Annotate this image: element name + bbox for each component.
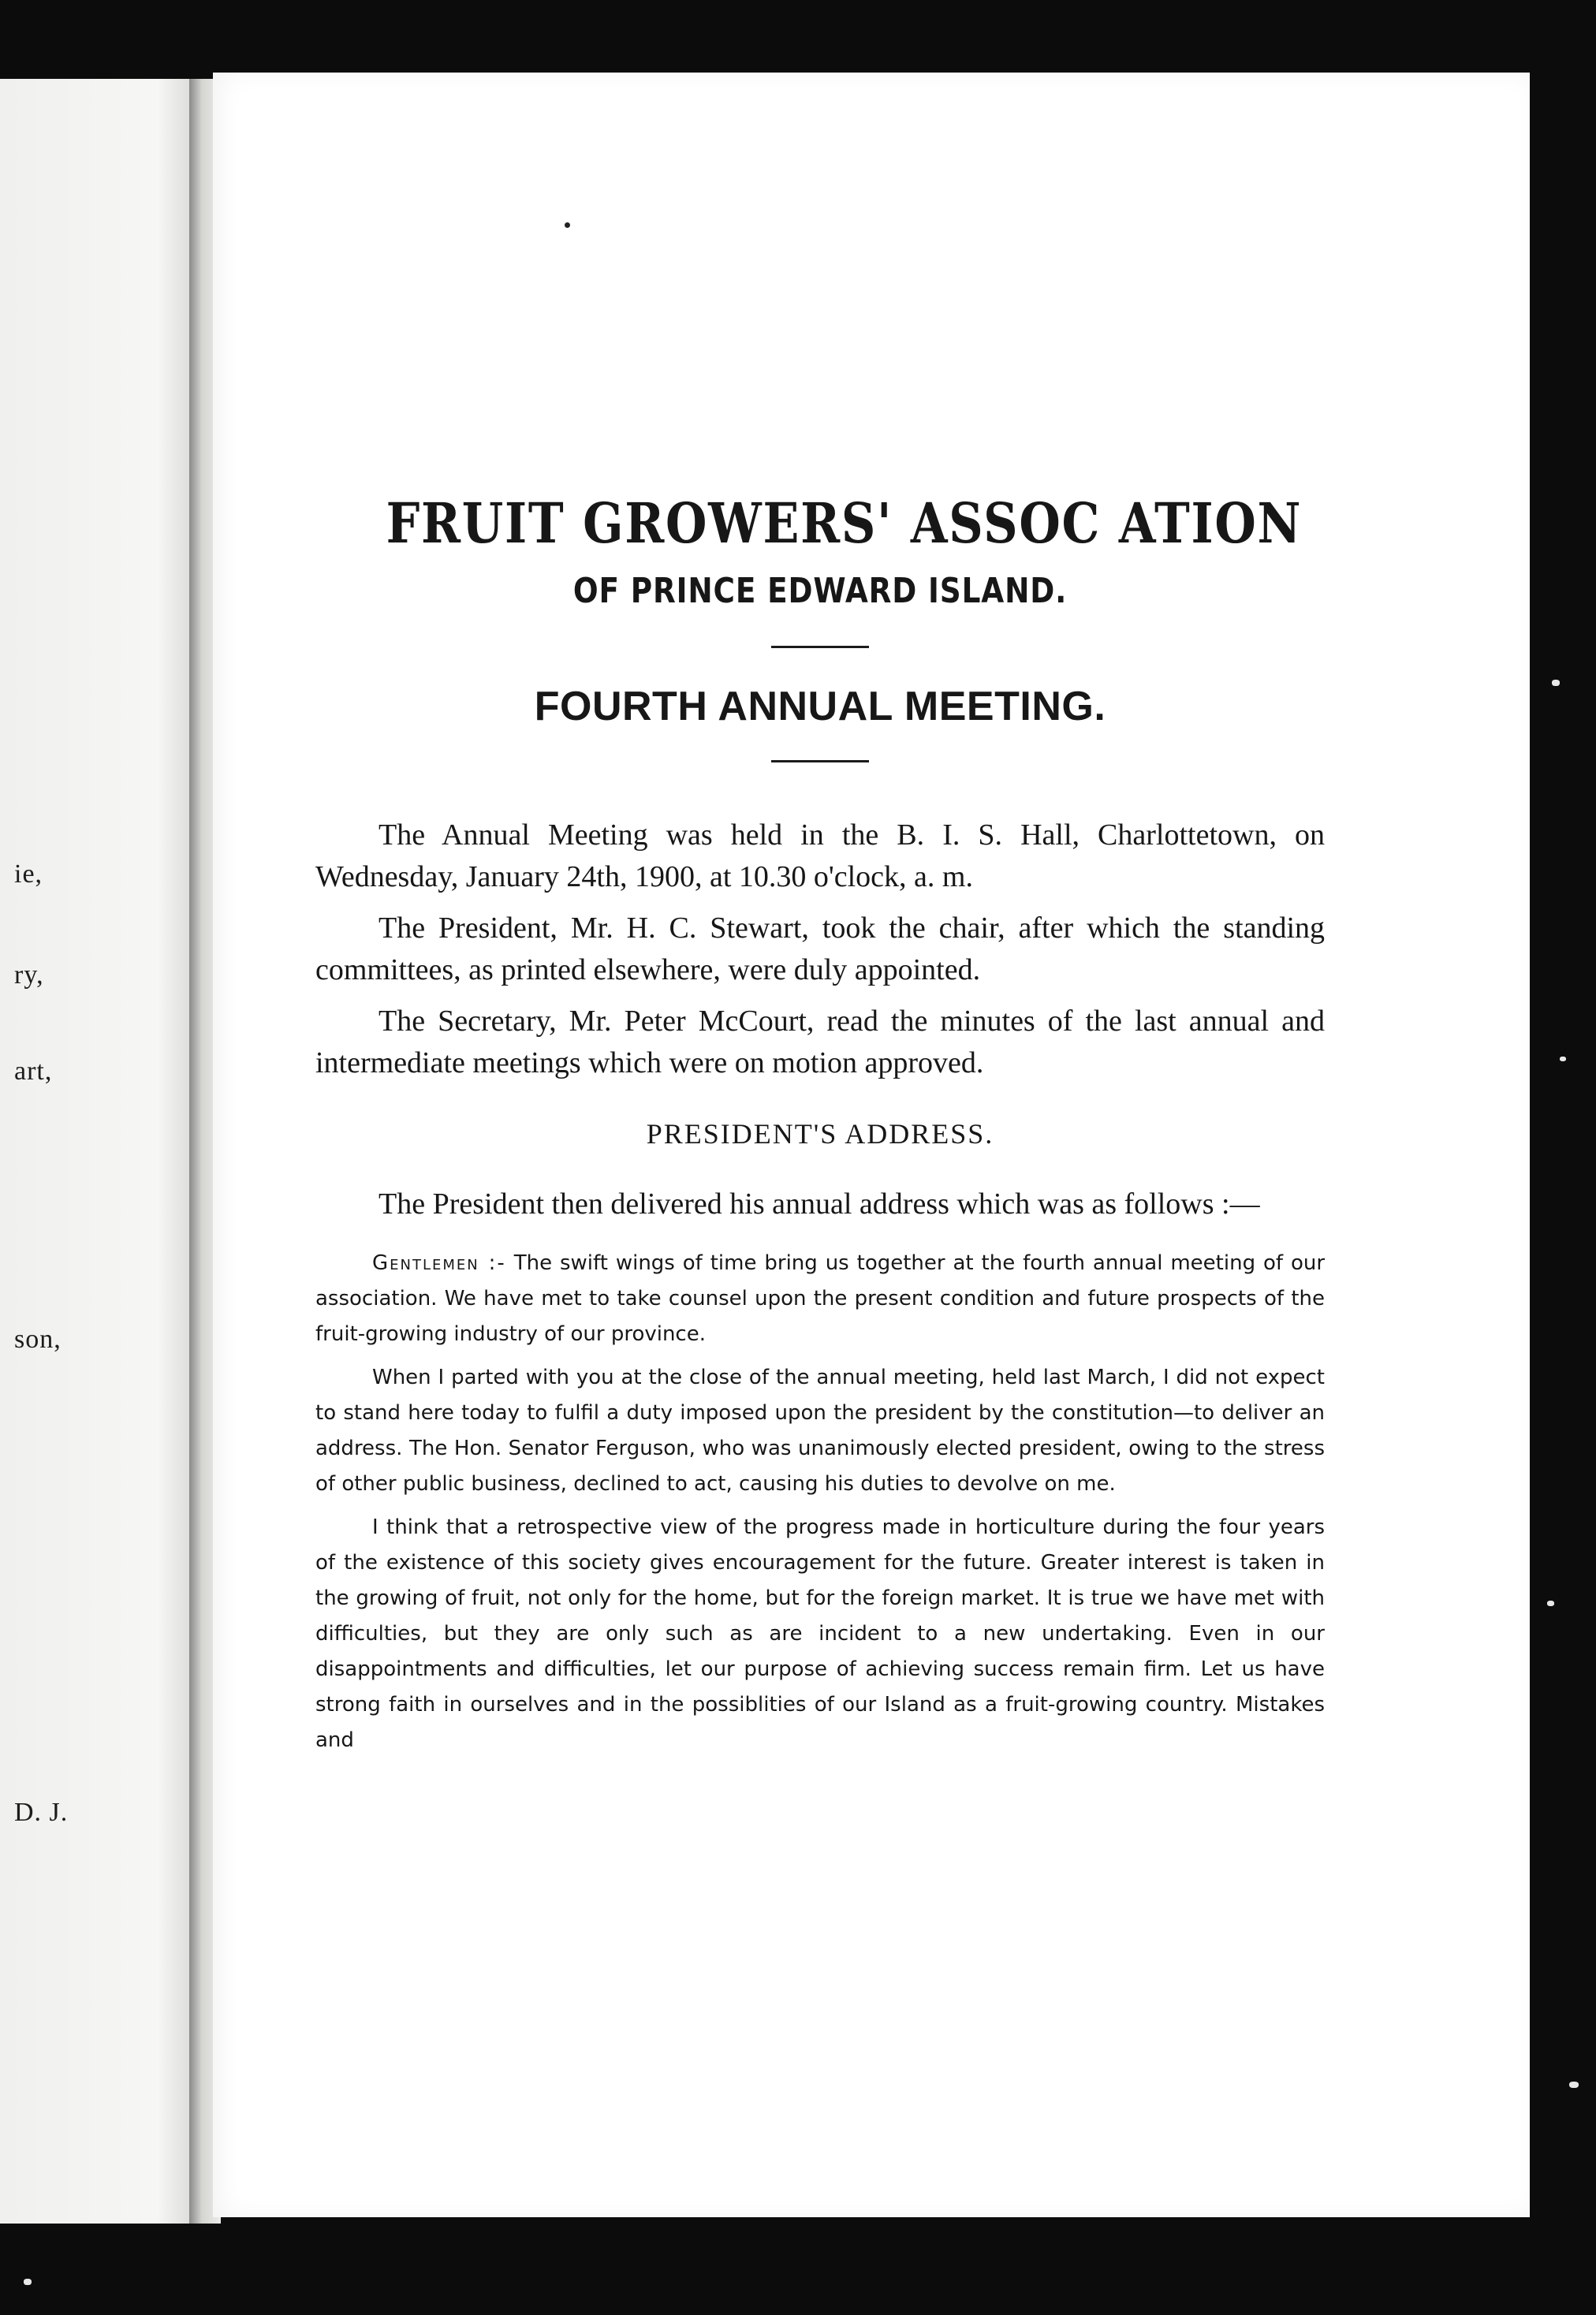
address-paragraph xyxy=(315,1246,1325,1352)
left-page-fragment: son, xyxy=(14,1325,62,1354)
ink-speck xyxy=(565,222,570,228)
address-paragraph: I think that a retrospective view of the progress made in horticulture during the four years of the existence of this society gives encouragement for the future. Greater interest is taken in the growing of fruit, not only for the home, but for the foreign market. It is true we have met with difficulties, but they are only such as are incident to a new undertaking. Even in our disappointments and difficulties, let our purpose of achieving success remain firm. Let us have strong faith in ourselves and in the possiblities of our Island as a fruit-growing country. Mistakes and xyxy=(315,1515,1325,1752)
meeting-minutes xyxy=(315,815,1325,1084)
association-subtitle: OF PRINCE EDWARD ISLAND. xyxy=(572,571,1068,611)
scan-speck xyxy=(24,2279,32,2285)
scan-speck xyxy=(1552,680,1560,686)
presidents-address xyxy=(315,1246,1325,1758)
divider-rule xyxy=(771,646,869,648)
salutation: Gentlemen :- xyxy=(372,1251,506,1275)
minutes-paragraph: The Secretary, Mr. Peter McCourt, read the minutes of the last annual and intermediate meetings which were on motion approved. xyxy=(315,1005,1325,1079)
address-lead: The President then delivered his annual address which was as follows :— xyxy=(378,1187,1260,1221)
scan-speck xyxy=(1569,2082,1579,2088)
minutes-paragraph: The Annual Meeting was held in the B. I. S. Hall, Charlottetown, on Wednesday, January 24th, 1900, at 10.30 o'clock, a. m. xyxy=(315,818,1325,893)
left-page xyxy=(0,79,199,2224)
meeting-heading: FOURTH ANNUAL MEETING. xyxy=(534,684,1106,729)
left-page-fragment: D. J. xyxy=(14,1798,69,1827)
left-page-surface xyxy=(0,79,197,2224)
scan-speck xyxy=(1547,1601,1554,1606)
left-page-fragment: ie, xyxy=(14,859,43,889)
scan-speck xyxy=(1560,1057,1566,1061)
address-text: The swift wings of time bring us together at the fourth annual meeting of our association. We have met to take counsel upon the present condition and future prospects of the fruit-growing industry of our province. xyxy=(315,1251,1326,1346)
section-heading: PRESIDENT'S ADDRESS. xyxy=(646,1118,994,1150)
address-paragraph: When I parted with you at the close of the annual meeting, held last March, I did not expect to stand here today to fulfil a duty imposed upon the president by the constitution—to deliver an address. The Hon. Senator Ferguson, who was unanimously elected president, owing to the stress of other public business, declined to act, causing his duties to devolve on me. xyxy=(315,1366,1325,1496)
divider-rule xyxy=(771,760,869,762)
minutes-paragraph: The President, Mr. H. C. Stewart, took the chair, after which the standing committees, as printed elsewhere, were duly appointed. xyxy=(315,911,1325,986)
left-page-fragment: ry, xyxy=(14,960,44,990)
page-content xyxy=(315,490,1325,1766)
left-page-fragment: art, xyxy=(14,1057,53,1086)
association-title: FRUIT GROWERS' ASSOC ATION xyxy=(386,490,1303,556)
right-page xyxy=(213,73,1530,2217)
